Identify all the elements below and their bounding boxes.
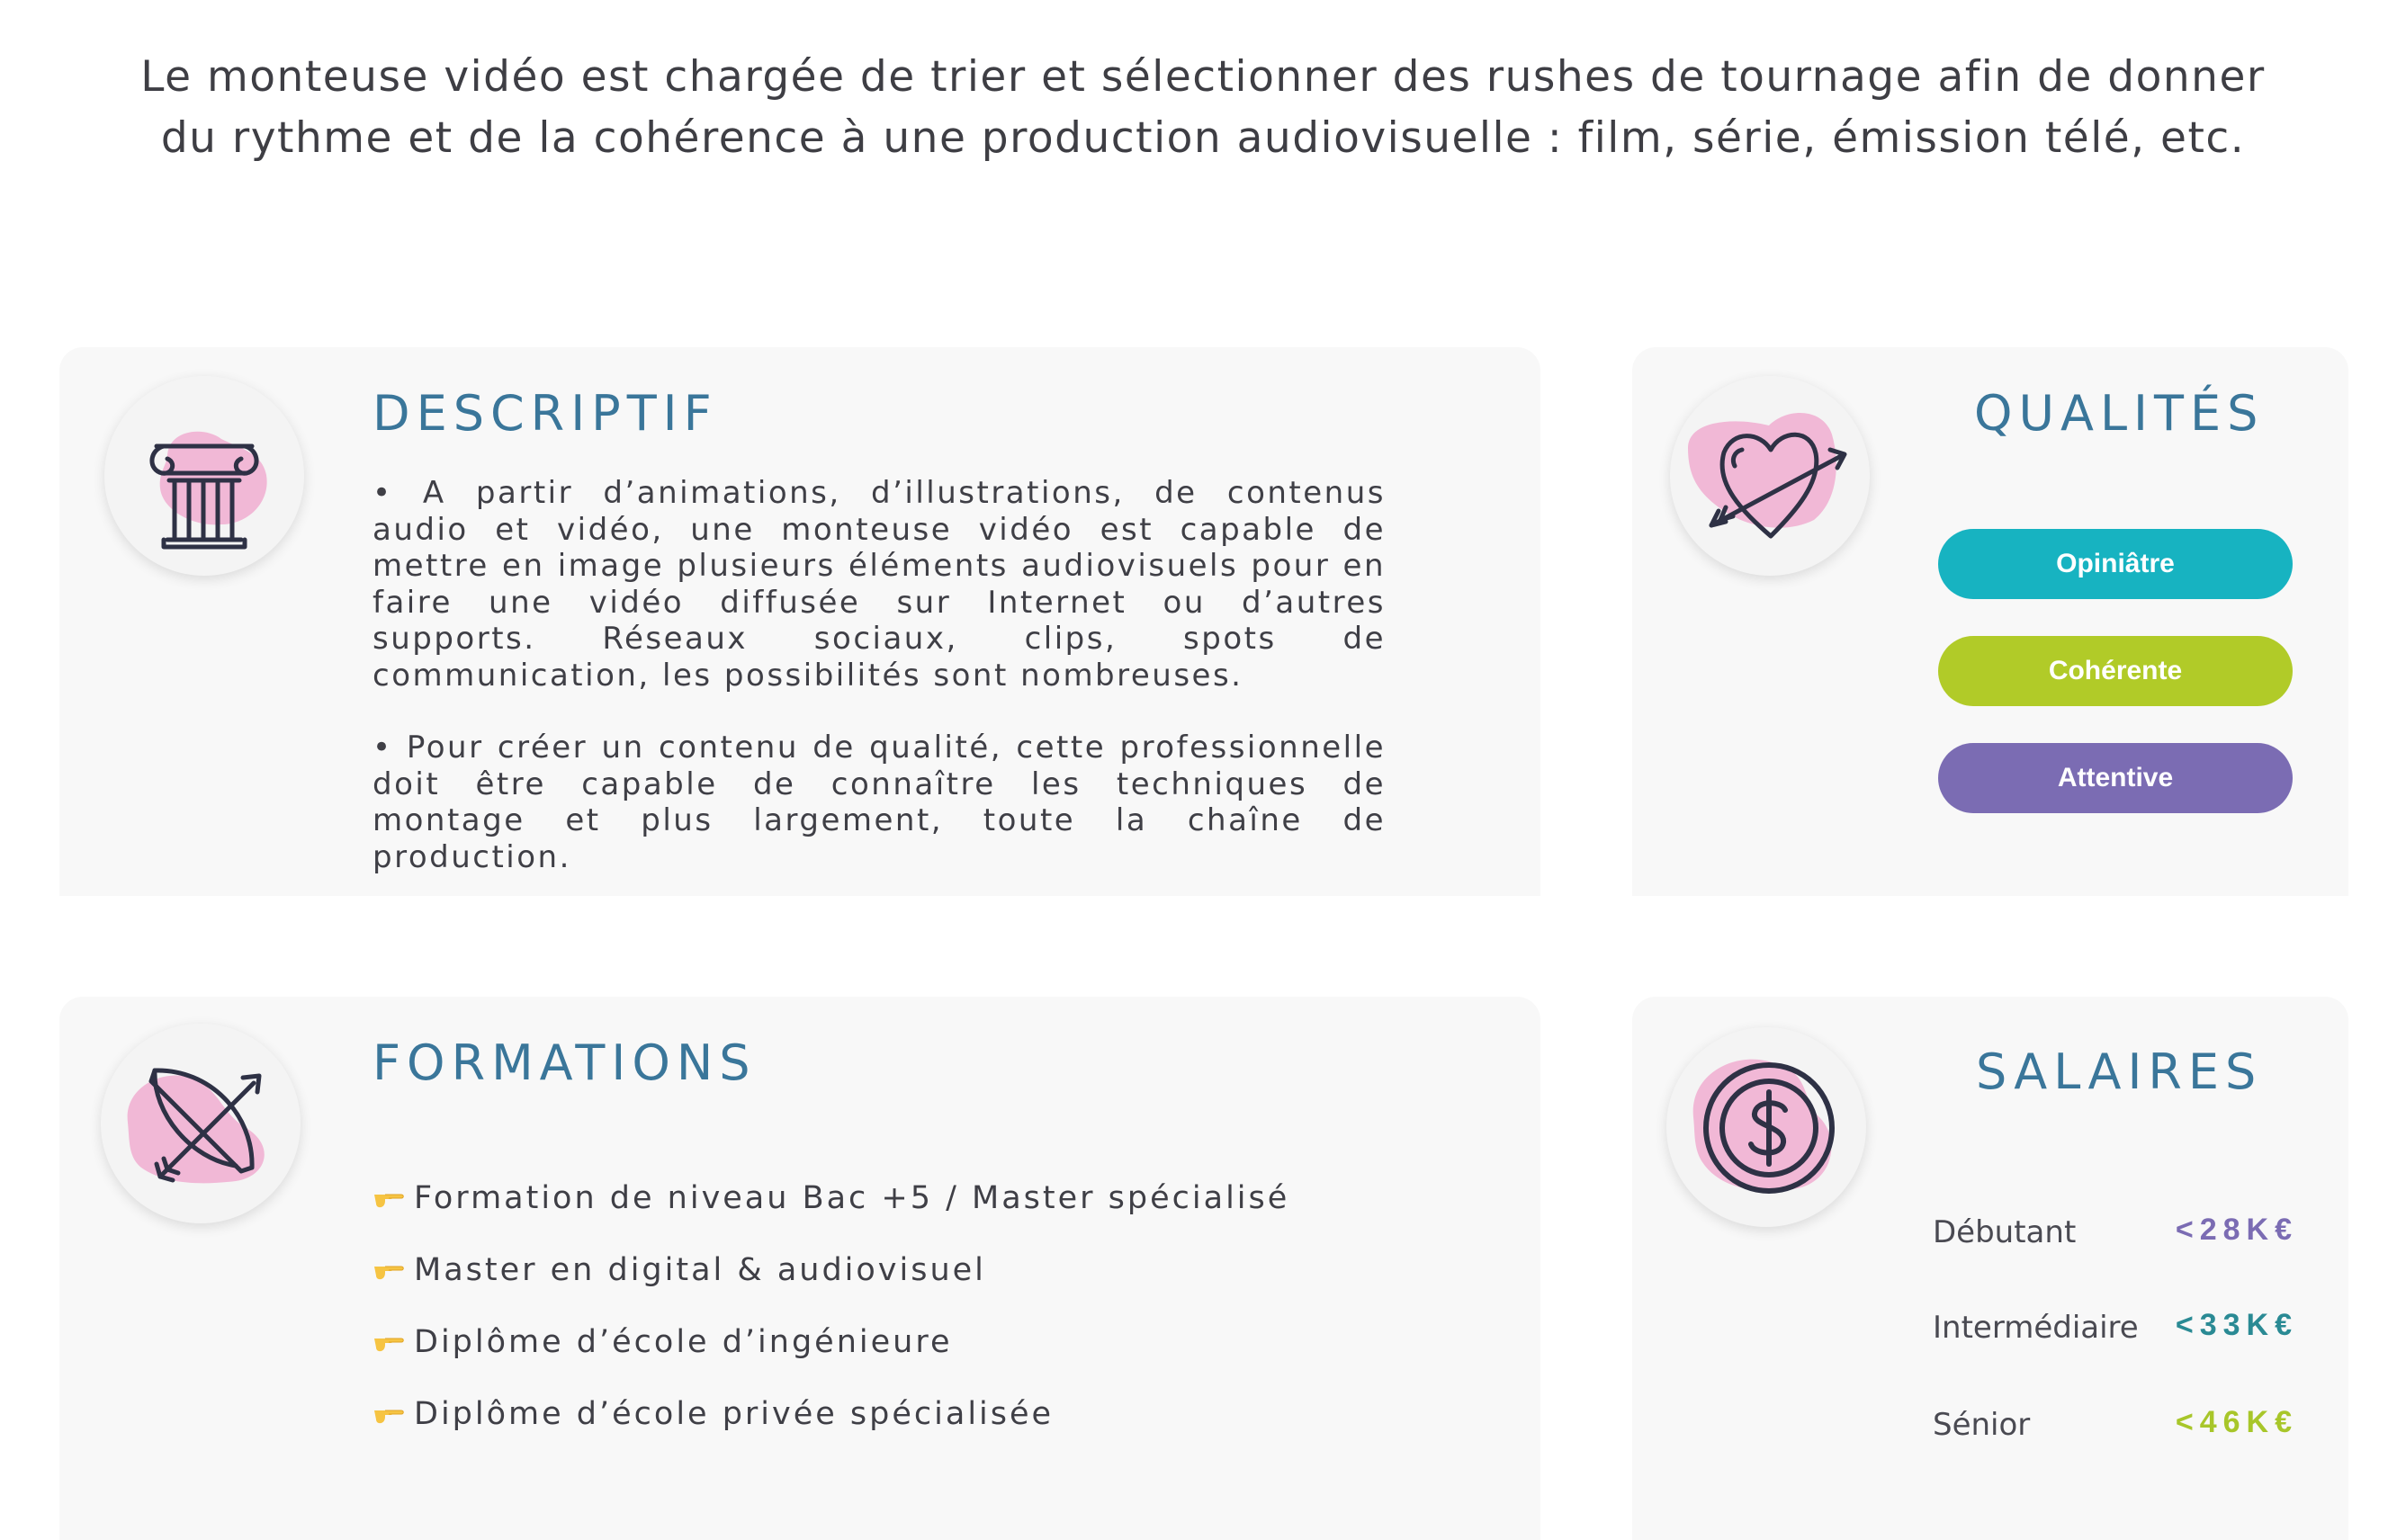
formation-text: Diplôme d’école privée spécialisée [414, 1396, 1055, 1432]
descriptif-paragraph: • A partir d’animations, d’illustrations, de contenus audio et vidéo, une monteuse vidéo est capable de mettre en image plusieurs éléments audiovisuels pour en faire une vidéo diffusée sur Internet ou d’autres supports. Réseaux sociaux, clips, spots de communication, les possibilités sont nombreuses. [373, 475, 1386, 694]
intro-line-1: Le monteuse vidéo est chargée de trier et sélectionner des rushes de tournage afin de donner [140, 52, 2266, 102]
formations-list [373, 1162, 1289, 1450]
formations-title: FORMATIONS [373, 1034, 757, 1091]
bow-arrow-icon [101, 1024, 301, 1223]
intro-line-2: du rythme et de la cohérence à une production audiovisuelle : film, série, émission télé, etc. [160, 113, 2246, 163]
list-item [373, 1162, 1289, 1234]
salary-value-senior: <46K€ [2175, 1405, 2298, 1439]
descriptif-title: DESCRIPTIF [373, 385, 718, 442]
descriptif-badge [104, 376, 304, 576]
pointing-hand-icon [373, 1400, 405, 1428]
column-icon [104, 376, 304, 576]
salary-value-intermediaire: <33K€ [2175, 1308, 2298, 1342]
pointing-hand-icon [373, 1328, 405, 1356]
descriptif-paragraph: • Pour créer un contenu de qualité, cette professionnelle doit être capable de connaître les techniques de montage et plus largement, toute la chaîne de production. [373, 730, 1386, 875]
qualites-title: QUALITÉS [1974, 385, 2265, 442]
salary-label-senior: Sénior [1933, 1407, 2031, 1443]
list-item [373, 1306, 1289, 1378]
salary-value-debutant: <28K€ [2175, 1213, 2298, 1247]
descriptif-body [373, 475, 1386, 911]
salary-label-intermediaire: Intermédiaire [1933, 1310, 2139, 1346]
heart-arrow-icon [1670, 376, 1870, 576]
list-item [373, 1234, 1289, 1306]
formation-text: Master en digital & audiovisuel [414, 1252, 986, 1288]
formation-text: Formation de niveau Bac +5 / Master spécialisé [414, 1180, 1290, 1216]
pointing-hand-icon [373, 1184, 405, 1213]
quality-pill-coherente: Cohérente [1938, 636, 2293, 706]
dollar-coin-icon [1666, 1027, 1866, 1227]
intro-text [90, 47, 2316, 169]
salary-label-debutant: Débutant [1933, 1214, 2077, 1250]
list-item [373, 1378, 1289, 1450]
quality-pill-opiniatre: Opiniâtre [1938, 529, 2293, 599]
salaires-title: SALAIRES [1976, 1043, 2263, 1100]
quality-pill-attentive: Attentive [1938, 743, 2293, 813]
salaires-badge [1666, 1027, 1866, 1227]
formation-text: Diplôme d’école d’ingénieure [414, 1324, 953, 1360]
pointing-hand-icon [373, 1256, 405, 1285]
formations-badge [101, 1024, 301, 1223]
qualites-badge [1670, 376, 1870, 576]
